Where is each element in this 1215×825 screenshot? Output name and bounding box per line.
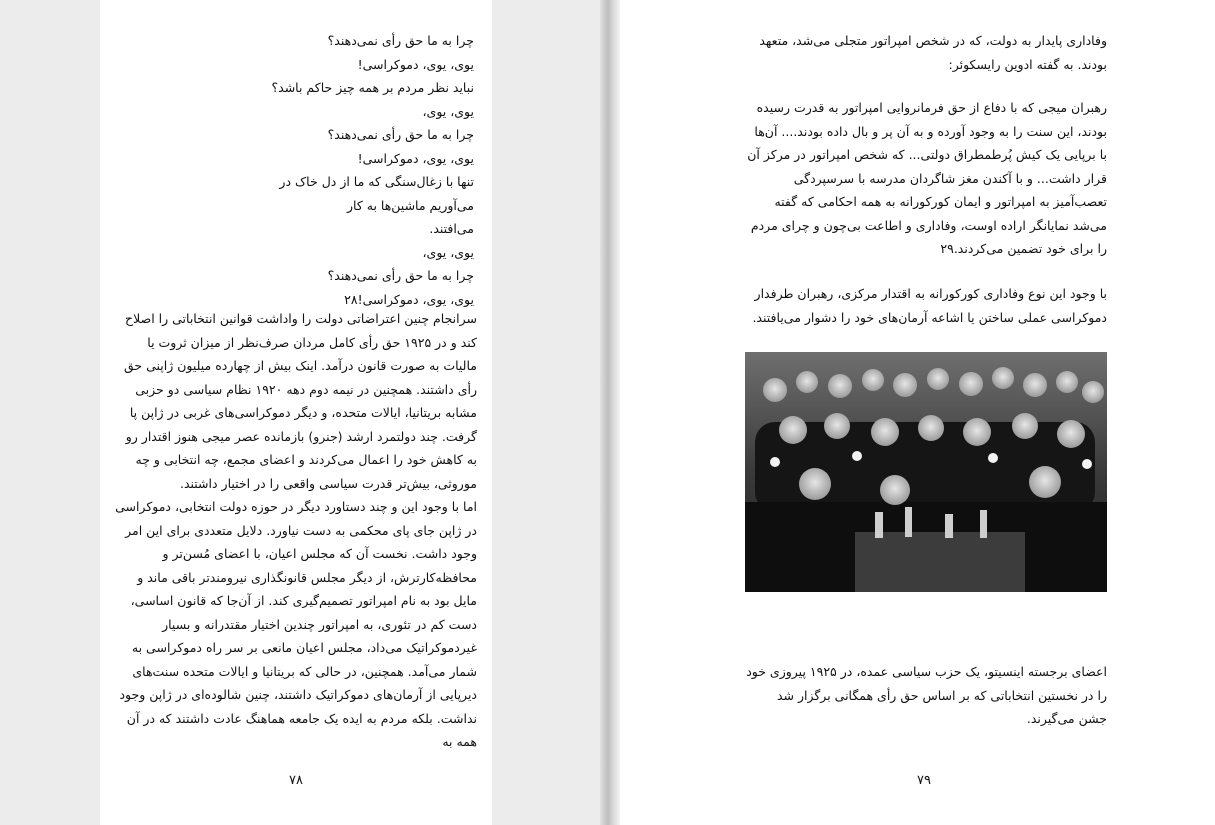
- page-number-left: ۷۸: [289, 773, 303, 788]
- caption-text: اعضای برجسته اینسیتو، یک حزب سیاسی عمده، در ۱۹۲۵ پیروزی خود را در نخستین انتخاباتی که بر اساس حق رأی همگانی برگزار شد جشن می‌گیرند.: [746, 664, 1107, 726]
- group-celebration-photo: [745, 352, 1107, 592]
- poem-block: [268, 29, 474, 311]
- intro-text: وفاداری پایدار به دولت، که در شخص امپراتور متجلی می‌شد، متعهد بودند. به گفته ادوین رایسکوئر:: [759, 33, 1107, 72]
- poem-line: چرا به ما حق رأی نمی‌دهند؟: [327, 127, 474, 142]
- quote-text: رهبران میجی که با دفاع از حق فرمانروایی امپراتور به قدرت رسیده بودند، این سنت را به وجود آورده و به آن پر و بال داده بودند.... آن‌ها با برپایی یک کیش پُرطمطراق دولتی... که شخص امپراتور در مرکز آن قرار داشت... و با آکندن مغز شاگردان مدرسه با سرسپردگی تعصب‌آمیز به امپراتور و ایمان کورکورانه به همه احکامی که گفته می‌شد نمایانگر اراده اوست، وفاداری و اطاعت بی‌چون و چرای مردم را برای خود تضمین می‌کردند.۲۹: [747, 100, 1107, 256]
- block-quote: [745, 96, 1107, 261]
- page-number-right: ۷۹: [917, 773, 931, 788]
- book-gutter: [600, 0, 620, 825]
- poem-line: یوی، یوی،: [422, 103, 474, 119]
- body-text: با وجود این نوع وفاداری کورکورانه به اقتدار مرکزی، رهبران طرفدار دموکراسی عملی ساختن یا اشاعه آرمان‌های خود را دشوار می‌یافتند.: [752, 286, 1107, 325]
- paragraph-suffrage: سرانجام چنین اعتراضاتی دولت را واداشت قوانین انتخاباتی را اصلاح کند و در ۱۹۲۵ حق رأی کامل مردان صرف‌نظر از میزان ثروت یا مالیات به صورت قانون درآمد. اینک بیش از چهارده میلیون ژاپنی حق رأی داشتند. همچنین در نیمه دوم دهه ۱۹۲۰ نظام سیاسی دو حزبی مشابه بریتانیا، ایالات متحده، و دیگر دموکراسی‌های غربی در ژاپن پا گرفت. چند دولتمرد ارشد (جنرو) بازمانده عصر میجی هنوز اقتدار رو به کاهش خود را اعمال می‌کردند و اعضای مجمع، چه انتخابی و چه موروثی، بیش‌تر قدرت سیاسی واقعی را در اختیار داشتند.: [123, 311, 477, 491]
- poem-line: چرا به ما حق رأی نمی‌دهند؟: [327, 33, 474, 48]
- poem-line: یوی، یوی،: [422, 244, 474, 260]
- intro-paragraph: [745, 29, 1107, 76]
- poem-line: تنها با زغال‌سنگی که ما از دل خاک در می‌آوریم ماشین‌ها به کار: [279, 174, 474, 213]
- historical-photo: [745, 352, 1107, 592]
- left-prose: [115, 307, 477, 754]
- photo-caption: [745, 660, 1107, 731]
- poem-line: نباید نظر مردم بر همه چیز حاکم باشد؟: [271, 80, 474, 95]
- poem-line: یوی، یوی، دموکراسی!: [357, 150, 474, 166]
- body-paragraph: [745, 282, 1107, 329]
- paragraph-democracy: اما با وجود این و چند دستاورد دیگر در حوزه دولت انتخابی، دموکراسی در ژاپن جای پای محکمی به دست نیاورد. دلایل متعددی برای این امر وجود داشت. نخست آن که مجلس اعیان، با اعضای مُسن‌تر و محافظه‌کارترش، از دیگر مجلس قانونگذاری نیرومندتر باقی ماند و مایل بود به نام امپراتور تصمیم‌گیری کند. از آن‌جا که قانون اساسی، دست کم در تئوری، به امپراتور چندین اختیار مقتدرانه و بسیار غیردموکراتیک می‌داد، مجلس اعیان مانعی بر سر راه دموکراسی به شمار می‌آمد. همچنین، در حالی که بریتانیا و ایالات متحده سنت‌های دیرپایی از آرمان‌های دموکراتیک داشتند، چنین شالوده‌ای در ژاپن وجود نداشت. بلکه مردم به ایده یک جامعه هماهنگ عادت داشتند که در آن همه به: [115, 499, 477, 749]
- poem-line: یوی، یوی، دموکراسی!۲۸: [344, 291, 474, 307]
- poem-line: چرا به ما حق رأی نمی‌دهند؟: [327, 268, 474, 283]
- poem-line: می‌افتند.: [429, 221, 474, 236]
- poem-line: یوی، یوی، دموکراسی!: [357, 56, 474, 72]
